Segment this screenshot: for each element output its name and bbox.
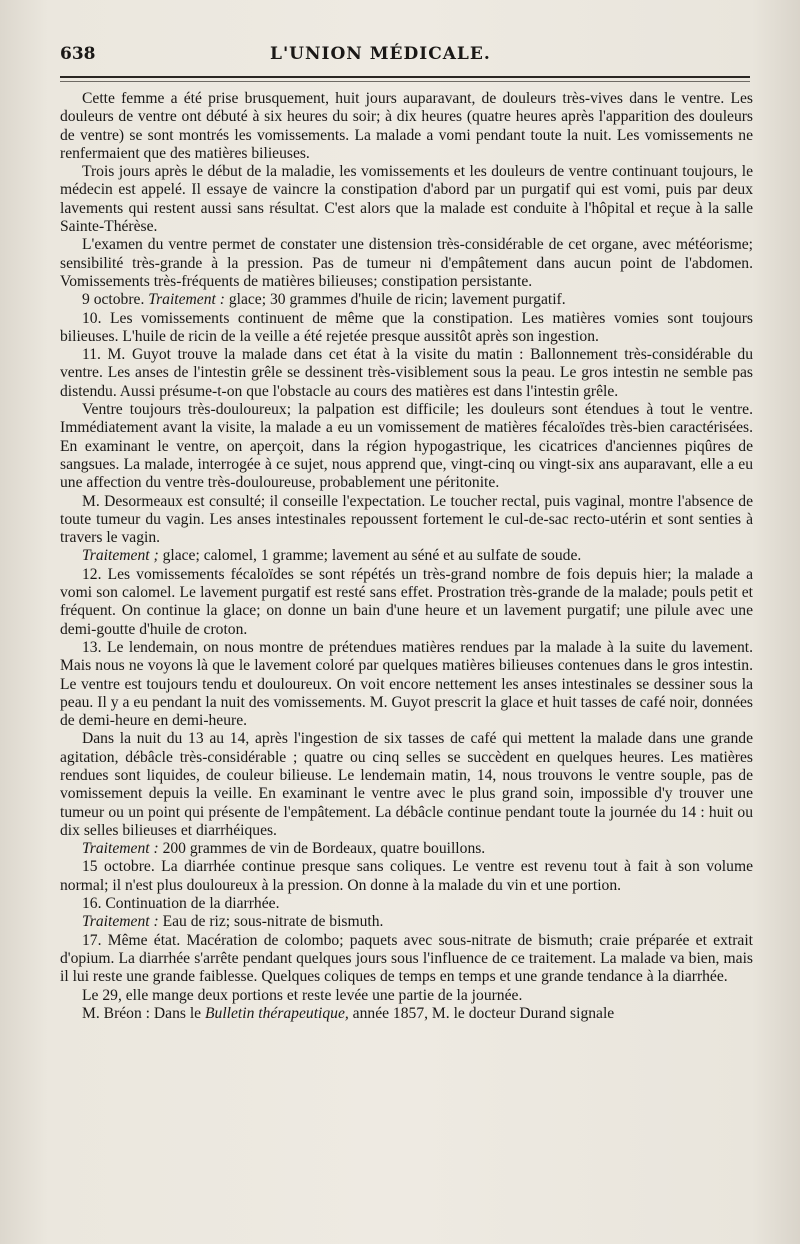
running-head: L'UNION MÉDICALE. bbox=[270, 44, 491, 64]
body-text bbox=[60, 90, 753, 1023]
paragraph: 10. Les vomissements continuent de même que la constipation. Les matières vomies sont toujours bilieuses. L'huile de ricin de la veille a été rejetée presque aussitôt après son ingestion. bbox=[60, 309, 753, 345]
paragraph: M. Bréon : Dans le Bulletin thérapeutique, année 1857, M. le docteur Durand signale bbox=[82, 1004, 615, 1022]
paragraph: 15 octobre. La diarrhée continue presque sans coliques. Le ventre est revenu tout à fait à son volume normal; il n'est plus douloureux à la pression. On donne à la malade du vin et une portion. bbox=[60, 858, 753, 894]
italic-text: Traitement : bbox=[82, 913, 159, 931]
paragraph: 16. Continuation de la diarrhée. bbox=[82, 895, 280, 913]
paragraph: M. Desormeaux est consulté; il conseille l'expectation. Le toucher rectal, puis vaginal, montre l'absence de toute tumeur du vagin. Les anses intestinales repoussent fortement le cul-de-sac recto-utérin et sont senties à travers le vagin. bbox=[60, 492, 753, 547]
italic-text: Traitement : bbox=[82, 840, 159, 858]
page-header bbox=[60, 44, 750, 74]
paragraph: Dans la nuit du 13 au 14, après l'ingestion de six tasses de café qui mettent la malade dans une grande agitation, débâcle très-considérable ; quatre ou cinq selles se succèdent en quelques heures. Les matières rendues sont liquides, de couleur bilieuse. Le lendemain matin, 14, nous trouvons le ventre souple, pas de vomissement depuis la veille. En examinant le ventre avec le plus grand soin, impossible d'y trouver une tumeur ou un point qui présente de l'empâtement. La débâcle continue pendant toute la journée du 14 : huit ou dix selles bilieuses et diarrhéiques. bbox=[60, 730, 753, 839]
paragraph: 9 octobre. Traitement : glace; 30 grammes d'huile de ricin; lavement purgatif. bbox=[82, 291, 566, 309]
italic-text: Traitement : bbox=[148, 291, 225, 309]
paragraph: Cette femme a été prise brusquement, huit jours auparavant, de douleurs très-vives dans le ventre. Les douleurs de ventre ont débuté à six heures du soir; à dix heures (quatre heures après l'apparition des douleurs de ventre) se sont montrés les vomissements. La malade a vomi pendant toute la nuit. Les vomissements ne renfermaient que des matières bilieuses. bbox=[60, 90, 753, 162]
paragraph: 11. M. Guyot trouve la malade dans cet état à la visite du matin : Ballonnement très-considérable du ventre. Les anses de l'intestin grêle se dessinent très-visiblement sous la peau. Le gros intestin ne semble pas distendu. Aussi présume-t-on que l'obstacle au cours des matières est dans l'intestin grêle. bbox=[60, 346, 753, 400]
paragraph: Traitement : Eau de riz; sous-nitrate de bismuth. bbox=[82, 913, 384, 931]
page-number: 638 bbox=[60, 44, 96, 64]
paragraph: L'examen du ventre permet de constater une distension très-considérable de cet organe, avec météorisme; sensibilité très-grande à la pression. Pas de tumeur ni d'empâtement dans aucun point de l'abdomen. Vomissements très-fréquents de matières bilieuses; constipation persistante. bbox=[60, 236, 753, 290]
paragraph: Ventre toujours très-douloureux; la palpation est difficile; les douleurs sont étendues à tout le ventre. Immédiatement avant la visite, la malade a eu un vomissement de matières fécaloïdes très-bien caractérisées. En examinant le ventre, on aperçoit, dans la région hypogastrique, les cicatrices d'anciennes piqûres de sangsues. La malade, interrogée à ce sujet, nous apprend que, vingt-cinq ou vingt-six ans auparavant, elle a eu une affection du ventre très-douloureuse, probablement une péritonite. bbox=[60, 401, 753, 492]
paragraph: Traitement ; glace; calomel, 1 gramme; lavement au séné et au sulfate de soude. bbox=[82, 547, 582, 565]
header-rule-thin bbox=[60, 81, 750, 82]
italic-text: Traitement ; bbox=[82, 547, 159, 565]
paragraph: Traitement : 200 grammes de vin de Bordeaux, quatre bouillons. bbox=[82, 840, 486, 858]
paragraph: 13. Le lendemain, on nous montre de prétendues matières rendues par la malade à la suite du lavement. Mais nous ne voyons là que le lavement coloré par quelques matières bilieuses contenues dans le gros intestin. Le ventre est toujours tendu et douloureux. On voit encore nettement les anses intestinales se dessiner sous la peau. Il y a eu pendant la nuit des vomissements. M. Guyot prescrit la glace et huit tasses de café noir, données de demi-heure en demi-heure. bbox=[60, 638, 753, 730]
paragraph: Trois jours après le début de la maladie, les vomissements et les douleurs de ventre continuant toujours, le médecin est appelé. Il essaye de vaincre la constipation d'abord par un purgatif qui est vomi, puis par deux lavements qui restent aussi sans résultat. C'est alors que la malade est conduite à l'hôpital et reçue à la salle Sainte-Thérèse. bbox=[60, 163, 753, 236]
paragraph: 12. Les vomissements fécaloïdes se sont répétés un très-grand nombre de fois depuis hier; la malade a vomi son calomel. Le lavement purgatif est resté sans effet. Prostration très-grande de la malade; pouls petit et fréquent. On continue la glace; on donne un bain d'une heure et un lavement purgatif; une pilule avec une demi-goutte d'huile de croton. bbox=[60, 565, 753, 638]
paragraph: Le 29, elle mange deux portions et reste levée une partie de la journée. bbox=[82, 986, 523, 1004]
header-rule bbox=[60, 76, 750, 78]
italic-text: Bulletin thérapeutique, bbox=[205, 1004, 349, 1022]
paragraph: 17. Même état. Macération de colombo; paquets avec sous-nitrate de bismuth; craie préparée et extrait d'opium. La diarrhée s'arrête pendant quelques jours sous l'influence de ce traitement. La malade va bien, mais il lui reste une grande faiblesse. Quelques coliques de temps en temps et une grande tendance à la diarrhée. bbox=[60, 931, 753, 986]
